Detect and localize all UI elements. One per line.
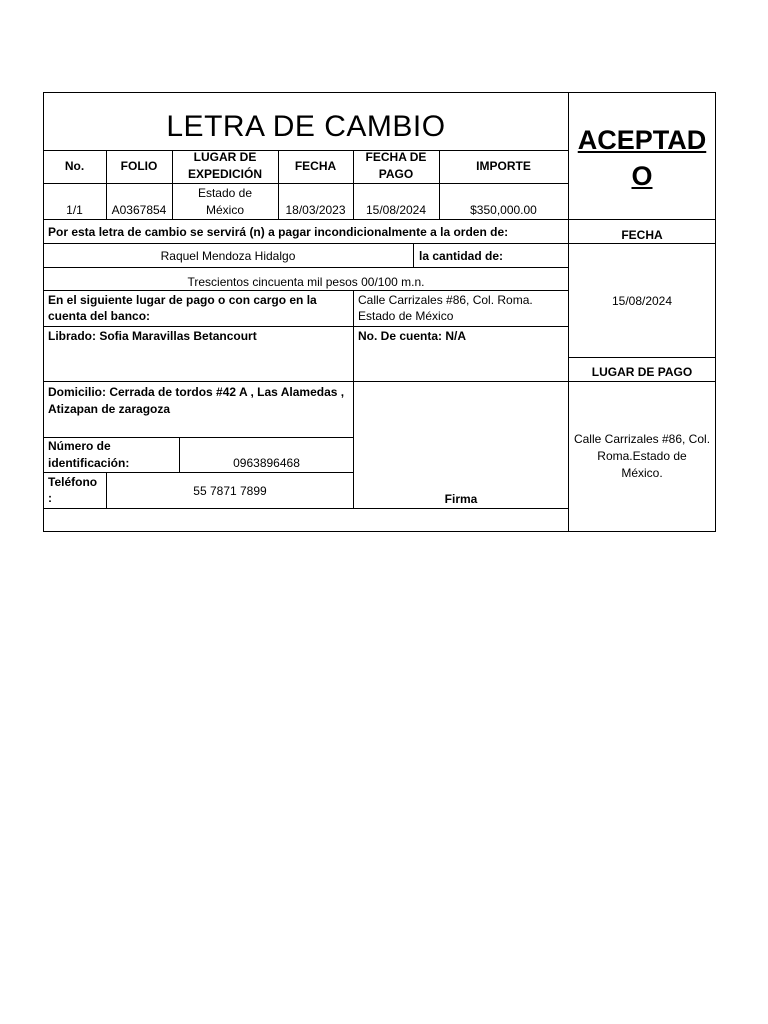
line-librado-bottom: [43, 381, 569, 382]
cantidad-texto: Trescientos cincuenta mil pesos 00/100 m.n.: [187, 275, 425, 289]
telefono-value: 55 7871 7899: [193, 484, 267, 498]
divider-mid: [353, 290, 354, 509]
domicilio-line-2: Atizapan de zaragoza: [48, 402, 171, 416]
aceptado-stamp: [569, 122, 715, 194]
side-fecha-label: FECHA: [621, 228, 663, 242]
cell-no: 1/1: [66, 203, 83, 217]
border-right: [715, 92, 716, 532]
telefono-label-line-2: :: [48, 491, 52, 505]
line-domicilio-bottom: [43, 437, 354, 438]
border-left: [43, 92, 44, 532]
cell-lugar-line-2: México: [205, 203, 244, 217]
header-lugar-line-2: EXPEDICIÓN: [187, 167, 262, 181]
side-lugar-line-2: Roma.Estado de: [597, 449, 687, 463]
line-cantidad-bottom: [43, 290, 569, 291]
border-bottom: [43, 531, 716, 532]
header-importe: IMPORTE: [476, 159, 531, 173]
cuenta-text: No. De cuenta: N/A: [358, 329, 467, 343]
header-fecha-pago-line-1: FECHA DE: [365, 150, 427, 164]
line-lugar-bottom: [43, 326, 569, 327]
letra-de-cambio-form: [43, 92, 716, 532]
id-label-line-1: Número de: [48, 439, 111, 453]
cell-importe: $350,000.00: [470, 203, 537, 217]
line-beneficiario-bottom: [43, 267, 569, 268]
cell-lugar-line-1: Estado de: [197, 186, 253, 200]
header-fecha: FECHA: [294, 159, 337, 173]
border-top: [43, 92, 716, 93]
id-label-line-2: identificación:: [48, 456, 130, 470]
aceptado-line-1: ACEPTAD: [577, 125, 707, 155]
document-title: LETRA DE CAMBIO: [166, 110, 446, 143]
cantidad-label: la cantidad de:: [419, 249, 504, 263]
line-header-top: [43, 150, 569, 151]
id-value: 0963896468: [233, 456, 300, 470]
header-no: No.: [64, 159, 85, 173]
line-row-bottom: [43, 219, 716, 220]
beneficiario-name: Raquel Mendoza Hidalgo: [160, 249, 296, 263]
firma-label: Firma: [444, 492, 478, 506]
header-fecha-pago-line-2: PAGO: [378, 167, 414, 181]
lugar-pago-value-line-2: Estado de México: [358, 309, 454, 323]
side-lugar-line-1: Calle Carrizales #86, Col.: [573, 432, 711, 446]
header-folio: FOLIO: [120, 159, 158, 173]
line-orden-bottom: [43, 243, 716, 244]
side-lugar-line-3: México.: [621, 466, 663, 480]
cell-fecha: 18/03/2023: [285, 203, 346, 217]
line-id-bottom: [43, 472, 354, 473]
lugar-pago-label-line-2: cuenta del banco:: [48, 309, 151, 323]
side-lugar-label: LUGAR DE PAGO: [591, 365, 693, 379]
lugar-pago-label-line-1: En el siguiente lugar de pago o con cargo en la: [48, 293, 317, 307]
cell-folio: A0367854: [111, 203, 167, 217]
line-side-fecha-bottom: [568, 357, 716, 358]
telefono-label-line-1: Teléfono: [48, 475, 98, 489]
orden-text: Por esta letra de cambio se servirá (n) a pagar incondicionalmente a la orden de:: [48, 225, 509, 239]
librado-text: Librado: Sofia Maravillas Betancourt: [48, 329, 257, 343]
line-telefono-bottom: [43, 508, 569, 509]
lugar-pago-value-line-1: Calle Carrizales #86, Col. Roma.: [358, 293, 533, 307]
domicilio-line-1: Domicilio: Cerrada de tordos #42 A , Las Alamedas ,: [48, 385, 345, 399]
cell-fecha-pago: 15/08/2024: [365, 203, 427, 217]
aceptado-line-2: O: [631, 161, 653, 191]
side-fecha-value: 15/08/2024: [611, 294, 673, 308]
line-header-bottom: [43, 183, 569, 184]
line-side-lugar-label-bottom: [568, 381, 716, 382]
header-lugar-line-1: LUGAR DE: [193, 150, 257, 164]
divider-beneficiario: [413, 243, 414, 268]
